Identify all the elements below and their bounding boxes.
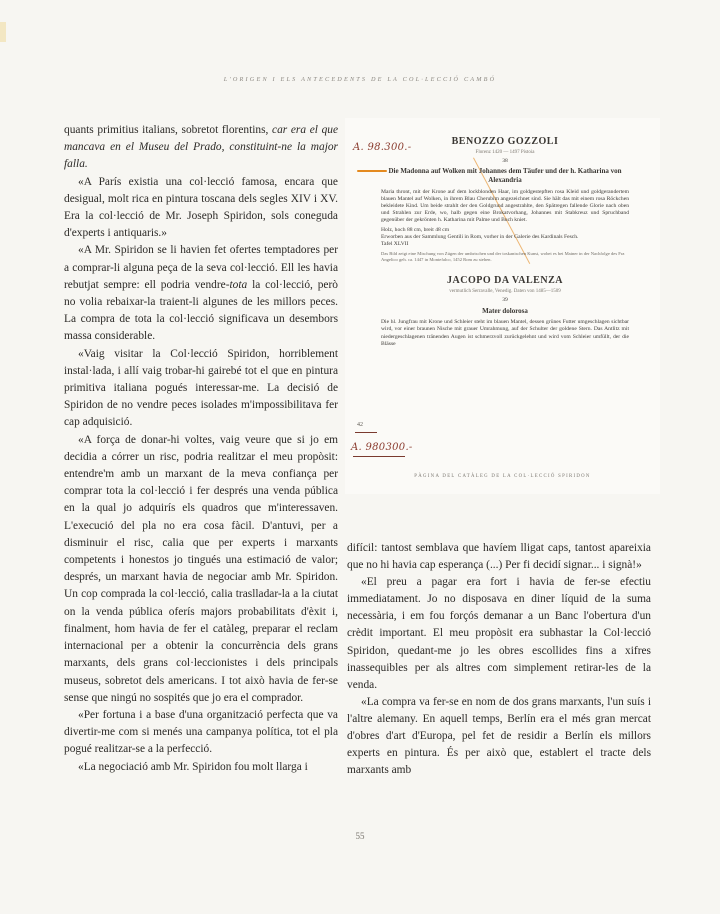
italic-word: tota [229, 278, 248, 291]
catalog-work-title: Mater dolorosa [482, 306, 528, 315]
plate-number: 42 [357, 422, 363, 428]
paragraph: difícil: tantost semblava que havíem lligat caps, tantost apareixia que no hi havia cap esperança (...) Per fi decidí signar... i signà!» [347, 542, 651, 572]
catalog-artist-name: BENOZZO GOZZOLI [451, 136, 559, 147]
catalog-plate-ref: Tafel XLVII [381, 241, 409, 248]
paragraph: «Per fortuna i a base d'una organització perfecta que va divertir-me com si menés una campanya política, tot el pla pogué realitzar-se a la perfecció. [64, 708, 338, 756]
handwritten-underline [353, 456, 405, 457]
corner-tab-mark [0, 22, 6, 42]
italic-quote: car era el que mancava en el Museu del Prado, constituint-ne la major falla. [64, 124, 339, 171]
catalog-page-illustration [345, 118, 660, 494]
paragraph: «La negociació amb Mr. Spiridon fou molt llarga i [78, 760, 308, 773]
paragraph [64, 242, 338, 345]
paragraph-text: «A Mr. Spiridon se li havien fet ofertes temptadores per a comprar-li alguna peça de la seva col·lecció. Ell les havia rebutjat sempre: ell podria vendre- [64, 244, 338, 291]
catalog-provenance: Erworben aus der Sammlung Gentili in Rom, vorher in der Galerie des Kardinals Fesch. [381, 233, 579, 240]
running-header: L'ORIGEN I ELS ANTECEDENTS DE LA COL·LECCIÓ CAMBÓ [223, 76, 497, 83]
paragraph: «A París existia una col·lecció famosa, encara que desigual, molt rica en pintura toscana dels segles XIV i XV. Era la col·lecció de Mr. Joseph Spiridon, sols coneguda d'experts i antiquaris.» [64, 175, 338, 240]
paragraph-text: quants primitius italians, sobretot florentins, [64, 124, 273, 136]
paragraph: «A força de donar-hi voltes, vaig veure que si jo em decidia a córrer un risc, podria realitzar el meu propòsit: entendre'm amb un marxant de la meva confiança per comprar tota la col·lecció i fer després una venda pública en la qual jo adquirís els quadros que m'interessaven. L'execució del pla no era cosa fàcil. D'antuvi, per a disminuir el risc, calia que per experts i marxants competents i honestos jo tingués una estimació de valor; després, un marxant havia de negociar amb Mr. Spiridon. Un cop comprada la col·lecció, calia traslladar-la a la ciutat on la venda pública oferís majors probabilitats d'èxit i, finalment, hom havia de fer el catàleg, preparar el reclam internacional per a obtenir la concurrència dels grans marxants, dels grans col·leccionistes i dels principals museus, sobretot dels americans. I tot això havia de fer-se sense que ningú no sospités que jo era el comprador. [64, 433, 338, 704]
handwritten-underline [355, 432, 377, 433]
paragraph: «Vaig visitar la Col·lecció Spiridon, horriblement instal·lada, i allí vaig trobar-hi gairebé tot el que en pintura primitiva italiana pogués interessar-me. La decisió de Spiridon de no vendre peces isolades m'impossibilitava fer cap adquisició. [64, 347, 338, 429]
paragraph: «La compra va fer-se en nom de dos grans marxants, l'un suís i l'altre alemany. En aquell temps, Berlín era el més gran mercat d'obres d'art d'Europa, pel fet de residir a Berlín els millors experts en pintura. És per això que, establert el tracte dels marxants amb [347, 695, 651, 777]
paragraph [64, 122, 338, 174]
catalog-dimensions: Holz, hoch 88 cm, breit 48 cm [381, 226, 450, 233]
catalog-artist-name: JACOPO DA VALENZA [447, 275, 563, 287]
handwritten-price-note: A. 980300.- [351, 442, 413, 453]
catalog-entry-2 [381, 275, 629, 348]
plate-caption: PÀGINA DEL CATÀLEG DE LA COL·LECCIÓ SPIRIDON [414, 474, 591, 479]
right-text-column [347, 540, 651, 779]
catalog-description: Maria thront, mit der Krone auf dem lockblonden Haar, im goldgestepften rosa Kleid und goldgerandertem blauen Mantel auf Wolken, in ihrem Blau Cherubim angezeichnet sind. Sie hält das mit einem rosa Röckchen bekleidete Kind. Um beide strahlt der den Goldgrund angestrahlte, den Spätregen fallende Glorie nach oben und Strahlen zur Erde, wo, halb gegen eine Brokatvorhang, Johannes mit Stabkreuz und Spruchband gegenüber der gekrönten h. Katharina mit Palme und Buch kniet. [381, 188, 629, 224]
catalog-artist-dates: vermutlich Serravalle, Venedig. Daten von 1485—1509 [449, 289, 561, 295]
catalog-entries [381, 136, 629, 350]
catalog-description: Die hl. Jungfrau mit Krone und Schleier steht im blauen Mantel, dessen grünes Futter umgeschlagen sichtbar wird, vor einer braunen Nische mit grauer Umrahmung, auf der Schulter der goldene Stern. Das Antlitz mit niedergeschlagenen tränenden Augen ist schmerzvoll zurückgelehnt und wird vom Schleier umfüllt, der die Blässe [381, 319, 629, 347]
catalog-lot-number: 38 [502, 158, 508, 165]
catalog-lot-number: 39 [502, 297, 508, 304]
catalog-work-title: Die Madonna auf Wolken mit Johannes dem Täufer und der h. Katharina von Alexandria [388, 167, 622, 184]
page-number: 55 [355, 831, 365, 841]
paragraph-text: la col·lecció, però no volia rebaixar-la traient-li algunes de les millors peces. La compra de tota la col·lecció significava un desembors massa considerable. [64, 278, 338, 343]
paragraph: «El preu a pagar era fort i havia de fer-se efectiu immediatament. Jo no disposava en diner líquid de la suma necessària, i em fou forçós demanar a un Banc l'obertura d'un crèdit important. El meu propòsit era subhastar la Col·lecció Spiridon, quedant-me jo les obres escollides fins a xifres inassequibles per als altres com simplement retirar-les de la venda. [347, 576, 651, 691]
catalog-artist-dates: Florenz 1420 — 1497 Pistoia [475, 150, 535, 155]
catalog-note: Das Bild zeigt eine Mischung von Zügen der umbrischen und der toskanischen Kunst, wobei es bei Mainer in der Nachfolge des Fra Angelico geh. ca. 1447 in Montefalco, 1452 Rom zu stehen. [381, 251, 625, 263]
left-text-column [64, 122, 338, 776]
handwritten-price-note: A. 98.300.- [353, 142, 412, 153]
